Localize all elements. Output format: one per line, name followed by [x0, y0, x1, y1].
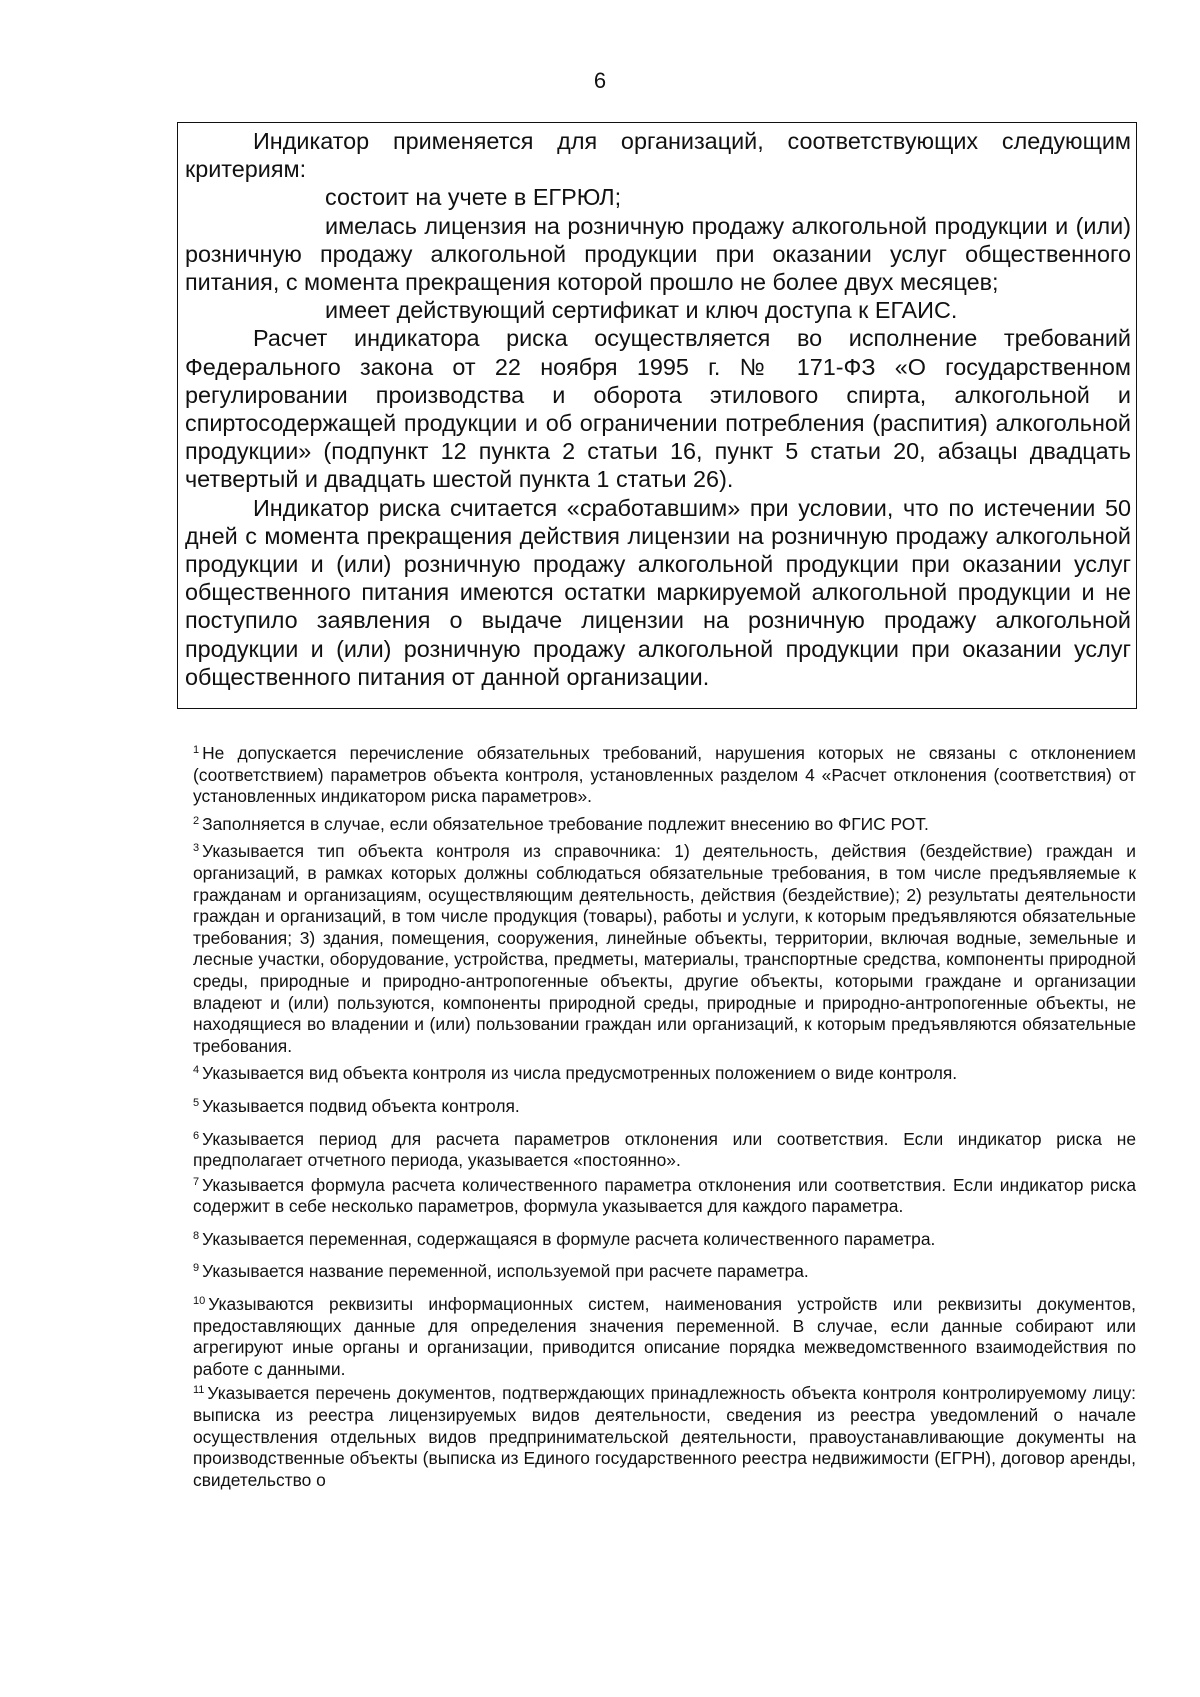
criterion-license: имелась лицензия на розничную продажу алкогольной продукции и (или) розничную продажу алкогольной продукции при оказании услуг общественного питания, с момента прекращения которой прошло не более двух месяцев;	[185, 212, 1131, 296]
footnote-text: Указывается период для расчета параметров отклонения или соответствия. Если индикатор риска не предполагает отчетного периода, указывается «постоянно».	[193, 1128, 1136, 1171]
footnote-text: Указываются реквизиты информационных систем, наименования устройств или реквизиты документов, предоставляющих данные для определения значения переменной. В случае, если данные собирают или агрегируют иные органы и организации, приводится описание порядка межведомственного взаимодействия по работе с данными.	[193, 1294, 1136, 1379]
footnote-number: 5	[193, 1096, 200, 1109]
page-number: 6	[593, 68, 607, 93]
criterion-egrul: состоит на учете в ЕГРЮЛ;	[325, 184, 622, 211]
footnote-number: 9	[193, 1262, 200, 1275]
footnote-5	[193, 1096, 1136, 1118]
legal-basis-paragraph: Расчет индикатора риска осуществляется во исполнение требований Федерального закона от 22 ноября 1995 г. № 171-ФЗ «О государственном регулировании производства и оборота этилового спирта, алкогольной и спиртосодержащей продукции и об ограничении потребления (распития) алкогольной продукции» (подпункт 12 пункта 2 статьи 16, пункт 5 статьи 20, абзацы двадцать четвертый и двадцать шестой пункта 1 статьи 26).	[185, 325, 1131, 493]
footnote-text: Указывается вид объекта контроля из числа предусмотренных положением о виде контроля.	[202, 1063, 958, 1084]
footnote-number: 11	[193, 1384, 205, 1397]
footnote-10	[193, 1294, 1136, 1380]
footnote-text: Указывается формула расчета количественного параметра отклонения или соответствия. Если индикатор риска содержит в себе несколько параметров, формула указывается для каждого параметра.	[193, 1174, 1136, 1217]
footnote-text: Указывается переменная, содержащаяся в формуле расчета количественного параметра.	[202, 1228, 936, 1249]
footnote-number: 7	[193, 1175, 200, 1188]
footnote-4	[193, 1063, 1136, 1085]
footnote-8	[193, 1229, 1136, 1251]
footnote-number: 8	[193, 1229, 200, 1242]
footnote-2	[193, 814, 1136, 836]
criterion-egais: имеет действующий сертификат и ключ доступа к ЕГАИС.	[325, 297, 958, 324]
footnote-text: Указывается перечень документов, подтверждающих принадлежность объекта контроля контролируемому лицу: выписка из реестра лицензируемых видов деятельности, сведения из реестра уведомлений о начале осуществления отдельных видов предпринимательской деятельности, правоустанавливающие документы на производственные объекты (выписка из Единого государственного реестра недвижимости (ЕГРН), договор аренды, свидетельство о	[193, 1383, 1136, 1490]
footnote-number: 3	[193, 842, 200, 855]
footnote-1	[193, 743, 1136, 808]
footnote-number: 4	[193, 1064, 200, 1077]
trigger-condition-paragraph: Индикатор риска считается «сработавшим» при условии, что по истечении 50 дней с момента прекращения действия лицензии на розничную продажу алкогольной продукции и (или) розничную продажу алкогольной продукции при оказании услуг общественного питания имеются остатки маркируемой алкогольной продукции и не поступило заявления о выдаче лицензии на розничную продажу алкогольной продукции и (или) розничную продажу алкогольной продукции при оказании услуг общественного питания от данной организации.	[185, 494, 1131, 690]
footnotes	[193, 743, 1136, 1497]
footnote-text: Указывается тип объекта контроля из справочника: 1) деятельность, действия (бездействие) граждан и организаций, в рамках которых должны соблюдаться обязательные требования, в том числе предъявляемые к гражданам и организациям, осуществляющим деятельность, действия (бездействие); 2) результаты деятельности граждан и организаций, в том числе продукция (товары), работы и услуги, к которым предъявляются обязательные требования; 3) здания, помещения, сооружения, линейные объекты, территории, включая водные, земельные и лесные участки, оборудование, устройства, предметы, материалы, транспортные средства, компоненты природной среды, природные и природно-антропогенные объекты, другие объекты, которыми граждане и организации владеют и (или) пользуются, компоненты природной среды, природные и природно-антропогенные объекты, не находящиеся во владении и (или) пользовании граждан или организаций, к которым предъявляются обязательные требования.	[193, 841, 1136, 1056]
footnote-text: Заполняется в случае, если обязательное требование подлежит внесению во ФГИС РОТ.	[202, 813, 929, 834]
footnote-number: 1	[193, 744, 200, 756]
footnote-6	[193, 1129, 1136, 1172]
footnote-number: 6	[193, 1129, 200, 1142]
footnote-9	[193, 1261, 1136, 1283]
footnote-number: 10	[193, 1295, 206, 1308]
footnote-text: Не допускается перечисление обязательных требований, нарушения которых не связаны с отклонением (соответствием) параметров объекта контроля, установленных разделом 4 «Расчет отклонения (соответствия) от установленных индикатором риска параметров».	[193, 743, 1136, 807]
footnote-7	[193, 1175, 1136, 1218]
indicator-criteria-box	[177, 122, 1137, 709]
footnote-text: Указывается подвид объекта контроля.	[202, 1095, 520, 1116]
footnote-11	[193, 1383, 1136, 1491]
criteria-intro: Индикатор применяется для организаций, соответствующих следующим критериям:	[185, 128, 1131, 183]
footnote-number: 2	[193, 814, 200, 827]
footnote-3	[193, 841, 1136, 1057]
footnote-text: Указывается название переменной, используемой при расчете параметра.	[202, 1261, 809, 1282]
